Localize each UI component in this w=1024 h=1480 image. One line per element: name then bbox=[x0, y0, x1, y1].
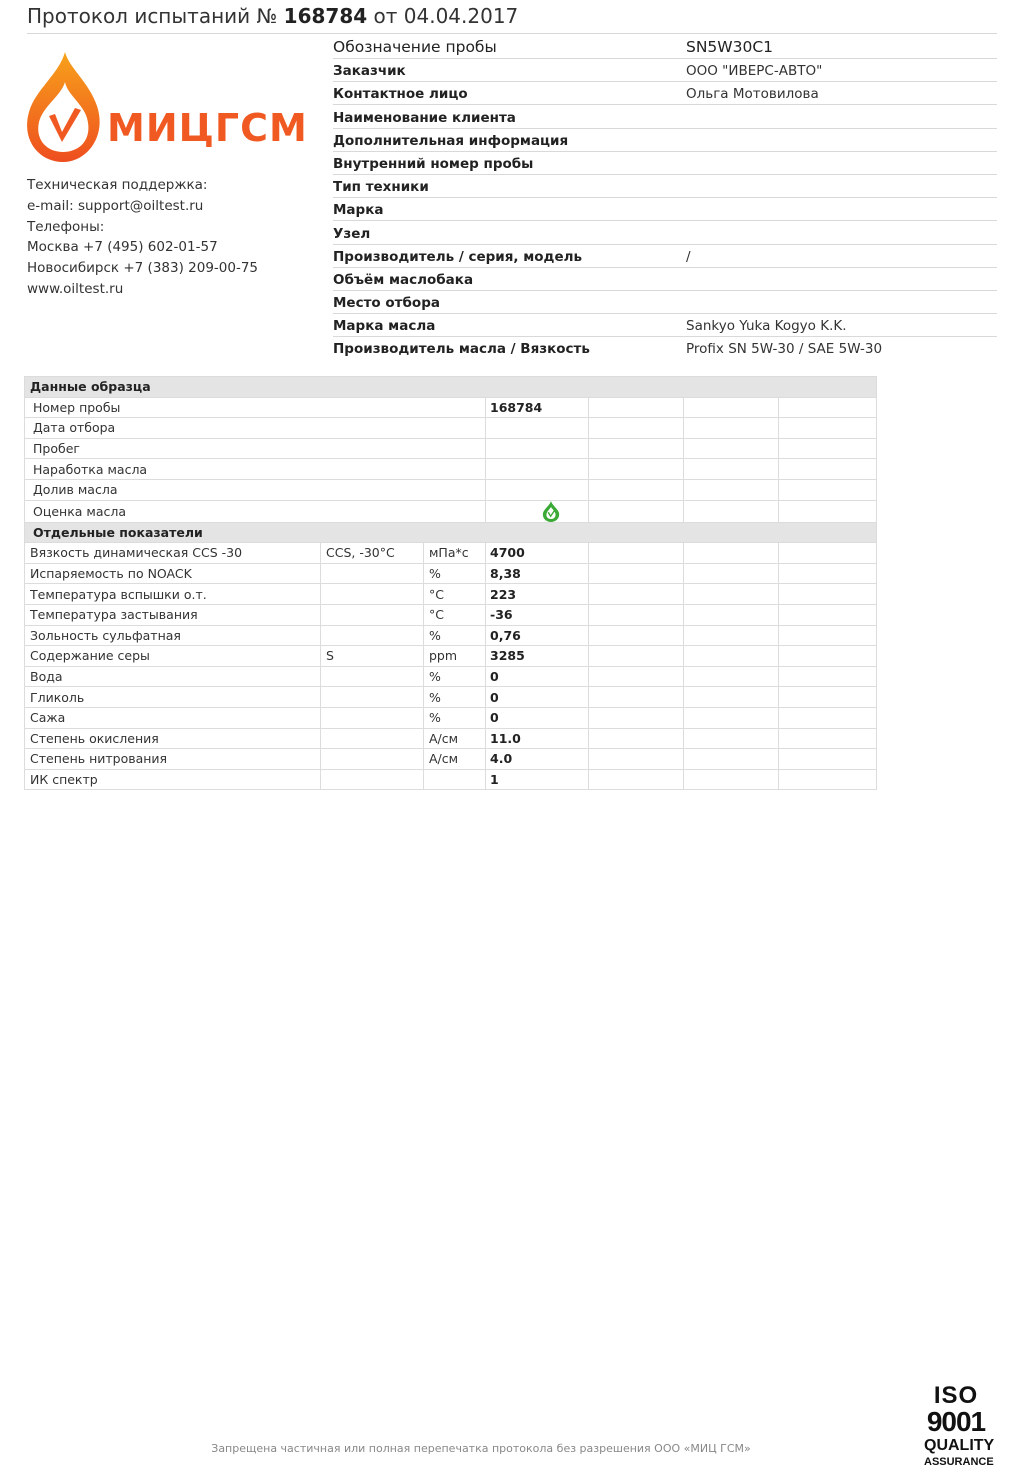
website-link[interactable]: www.oiltest.ru bbox=[27, 280, 124, 297]
empty-cell bbox=[684, 769, 779, 790]
oil-rating-cell bbox=[486, 500, 589, 522]
indicator-name: ИК спектр bbox=[25, 769, 321, 790]
empty-cell bbox=[589, 625, 684, 646]
empty-cell bbox=[684, 749, 779, 770]
indicator-unit: °C bbox=[424, 584, 486, 605]
empty-cell bbox=[779, 584, 877, 605]
table-row bbox=[25, 543, 877, 564]
support-heading: Техническая поддержка: bbox=[27, 177, 208, 193]
iso-line: 9001 bbox=[926, 1406, 986, 1437]
info-label: Объём маслобака bbox=[333, 271, 474, 288]
empty-cell bbox=[684, 728, 779, 749]
indicator-name: Вязкость динамическая CCS -30 bbox=[25, 543, 321, 564]
info-row bbox=[333, 245, 997, 268]
empty-cell bbox=[684, 479, 779, 500]
protocol-title bbox=[27, 4, 518, 28]
info-label: Наименование клиента bbox=[333, 109, 516, 126]
table-row bbox=[25, 418, 877, 439]
empty-cell bbox=[589, 584, 684, 605]
empty-cell bbox=[779, 707, 877, 728]
row-value bbox=[486, 479, 589, 500]
table-row bbox=[25, 604, 877, 625]
phone-novosibirsk: Новосибирск +7 (383) 209-00-75 bbox=[27, 260, 259, 277]
empty-cell bbox=[684, 584, 779, 605]
info-row bbox=[333, 291, 997, 314]
info-value: Ольга Мотовилова bbox=[686, 86, 819, 103]
indicator-method bbox=[321, 728, 424, 749]
empty-cell bbox=[684, 666, 779, 687]
info-label: Заказчик bbox=[333, 63, 406, 80]
indicator-name: Сажа bbox=[25, 707, 321, 728]
empty-cell bbox=[589, 459, 684, 480]
info-row bbox=[333, 175, 997, 198]
empty-cell bbox=[589, 646, 684, 667]
indicator-unit: А/см bbox=[424, 728, 486, 749]
info-label: Производитель масла / Вязкость bbox=[333, 341, 590, 358]
empty-cell bbox=[589, 707, 684, 728]
empty-cell bbox=[589, 666, 684, 687]
info-row bbox=[333, 82, 997, 105]
section-header-sample-data bbox=[25, 377, 877, 398]
info-label: Обозначение пробы bbox=[333, 38, 497, 56]
empty-cell bbox=[779, 459, 877, 480]
copyright-notice: Запрещена частичная или полная перепечатка протокола без разрешения ООО «МИЦ ГСМ» bbox=[211, 1442, 751, 1455]
empty-cell bbox=[684, 707, 779, 728]
table-row bbox=[25, 769, 877, 790]
empty-cell bbox=[684, 438, 779, 459]
info-value: Profix SN 5W-30 / SAE 5W-30 bbox=[686, 341, 883, 358]
section-title: Отдельные показатели bbox=[25, 522, 877, 543]
info-row bbox=[333, 105, 997, 128]
info-value: Sankyo Yuka Kogyo K.K. bbox=[686, 318, 847, 335]
empty-cell bbox=[779, 646, 877, 667]
indicator-value: 223 bbox=[486, 584, 589, 605]
indicator-value: 8,38 bbox=[486, 563, 589, 584]
indicator-name: Вода bbox=[25, 666, 321, 687]
indicator-value: 1 bbox=[486, 769, 589, 790]
row-value bbox=[486, 438, 589, 459]
info-label: Место отбора bbox=[333, 295, 440, 312]
empty-cell bbox=[779, 543, 877, 564]
empty-cell bbox=[589, 500, 684, 522]
indicator-method bbox=[321, 625, 424, 646]
indicator-name: Испаряемость по NOACK bbox=[25, 563, 321, 584]
row-value bbox=[486, 459, 589, 480]
section-header-indicators bbox=[25, 522, 877, 543]
empty-cell bbox=[779, 563, 877, 584]
sample-designation-row bbox=[333, 35, 997, 59]
table-row bbox=[25, 749, 877, 770]
row-label: Оценка масла bbox=[25, 500, 486, 522]
info-label: Тип техники bbox=[333, 179, 429, 196]
empty-cell bbox=[589, 563, 684, 584]
empty-cell bbox=[684, 459, 779, 480]
table-row bbox=[25, 625, 877, 646]
empty-cell bbox=[589, 728, 684, 749]
table-row bbox=[25, 438, 877, 459]
row-label: Номер пробы bbox=[25, 397, 486, 418]
info-label: Контактное лицо bbox=[333, 86, 468, 103]
indicator-value: 4.0 bbox=[486, 749, 589, 770]
empty-cell bbox=[589, 687, 684, 708]
iso-9001-badge bbox=[924, 1382, 995, 1469]
flame-drop-icon bbox=[25, 52, 105, 164]
indicator-unit bbox=[424, 769, 486, 790]
empty-cell bbox=[684, 604, 779, 625]
info-label: Дополнительная информация bbox=[333, 132, 569, 149]
empty-cell bbox=[779, 687, 877, 708]
indicator-value: 4700 bbox=[486, 543, 589, 564]
table-row bbox=[25, 563, 877, 584]
indicator-value: 0 bbox=[486, 707, 589, 728]
empty-cell bbox=[589, 418, 684, 439]
indicator-method bbox=[321, 707, 424, 728]
table-row bbox=[25, 646, 877, 667]
iso-line: QUALITY bbox=[924, 1437, 995, 1454]
empty-cell bbox=[779, 604, 877, 625]
indicator-name: Степень нитрования bbox=[25, 749, 321, 770]
info-row bbox=[333, 59, 997, 82]
logo-text: МИЦГСМ bbox=[107, 106, 308, 150]
empty-cell bbox=[684, 397, 779, 418]
info-row bbox=[333, 337, 997, 359]
row-value: 168784 bbox=[486, 397, 589, 418]
empty-cell bbox=[779, 418, 877, 439]
empty-cell bbox=[589, 749, 684, 770]
indicator-method bbox=[321, 687, 424, 708]
indicator-unit: °C bbox=[424, 604, 486, 625]
indicator-unit: мПа*с bbox=[424, 543, 486, 564]
sample-info bbox=[333, 35, 997, 359]
company-logo bbox=[25, 52, 308, 164]
indicator-method bbox=[321, 563, 424, 584]
iso-line: ASSURANCE bbox=[924, 1456, 994, 1468]
empty-cell bbox=[589, 479, 684, 500]
support-email[interactable]: e-mail: support@oiltest.ru bbox=[27, 197, 204, 214]
empty-cell bbox=[589, 438, 684, 459]
indicator-unit: % bbox=[424, 687, 486, 708]
iso-line: ISO bbox=[933, 1382, 979, 1409]
empty-cell bbox=[684, 646, 779, 667]
indicator-name: Температура застывания bbox=[25, 604, 321, 625]
row-label: Пробег bbox=[25, 438, 486, 459]
indicator-unit: % bbox=[424, 666, 486, 687]
indicator-method bbox=[321, 769, 424, 790]
green-drop-check-icon bbox=[542, 501, 560, 522]
indicator-method bbox=[321, 666, 424, 687]
empty-cell bbox=[779, 397, 877, 418]
empty-cell bbox=[779, 666, 877, 687]
indicator-unit: А/см bbox=[424, 749, 486, 770]
info-row bbox=[333, 221, 997, 244]
info-row bbox=[333, 268, 997, 291]
info-row bbox=[333, 129, 997, 152]
empty-cell bbox=[779, 438, 877, 459]
empty-cell bbox=[779, 728, 877, 749]
info-row bbox=[333, 314, 997, 337]
empty-cell bbox=[684, 418, 779, 439]
info-row bbox=[333, 198, 997, 221]
info-label: Внутренний номер пробы bbox=[333, 155, 534, 172]
indicator-name: Зольность сульфатная bbox=[25, 625, 321, 646]
empty-cell bbox=[779, 625, 877, 646]
empty-cell bbox=[779, 749, 877, 770]
info-label: Марка bbox=[333, 202, 384, 219]
indicator-method bbox=[321, 584, 424, 605]
empty-cell bbox=[589, 397, 684, 418]
indicator-value: 0 bbox=[486, 687, 589, 708]
indicator-value: -36 bbox=[486, 604, 589, 625]
empty-cell bbox=[684, 500, 779, 522]
info-label: Марка масла bbox=[333, 318, 436, 335]
indicator-value: 0,76 bbox=[486, 625, 589, 646]
indicator-value: 0 bbox=[486, 666, 589, 687]
results-table bbox=[24, 376, 877, 790]
row-value bbox=[486, 418, 589, 439]
row-label: Дата отбора bbox=[25, 418, 486, 439]
row-label: Наработка масла bbox=[25, 459, 486, 480]
empty-cell bbox=[684, 687, 779, 708]
empty-cell bbox=[684, 543, 779, 564]
empty-cell bbox=[779, 500, 877, 522]
empty-cell bbox=[684, 563, 779, 584]
phone-moscow: Москва +7 (495) 602-01-57 bbox=[27, 239, 218, 256]
protocol-number: 168784 bbox=[283, 4, 368, 28]
empty-cell bbox=[589, 543, 684, 564]
empty-cell bbox=[779, 479, 877, 500]
empty-cell bbox=[589, 769, 684, 790]
title-prefix: Протокол испытаний № bbox=[27, 4, 284, 28]
title-divider bbox=[27, 33, 997, 34]
section-title: Данные образца bbox=[25, 377, 877, 398]
indicator-value: 11.0 bbox=[486, 728, 589, 749]
indicator-method: S bbox=[321, 646, 424, 667]
title-suffix: от 04.04.2017 bbox=[367, 4, 519, 28]
row-label: Долив масла bbox=[25, 479, 486, 500]
info-value: ООО "ИВЕРС-АВТО" bbox=[686, 63, 823, 80]
table-row bbox=[25, 397, 877, 418]
table-row bbox=[25, 687, 877, 708]
indicator-value: 3285 bbox=[486, 646, 589, 667]
indicator-name: Температура вспышки о.т. bbox=[25, 584, 321, 605]
info-value: SN5W30C1 bbox=[686, 38, 774, 56]
empty-cell bbox=[589, 604, 684, 625]
phones-heading: Телефоны: bbox=[27, 218, 105, 235]
empty-cell bbox=[779, 769, 877, 790]
contacts-block bbox=[27, 175, 258, 300]
indicator-method: CCS, -30°C bbox=[321, 543, 424, 564]
table-row bbox=[25, 707, 877, 728]
indicator-name: Содержание серы bbox=[25, 646, 321, 667]
table-row bbox=[25, 584, 877, 605]
table-row bbox=[25, 666, 877, 687]
empty-cell bbox=[684, 625, 779, 646]
indicator-unit: ppm bbox=[424, 646, 486, 667]
info-value: / bbox=[686, 248, 691, 265]
info-label: Узел bbox=[333, 225, 371, 242]
indicator-unit: % bbox=[424, 707, 486, 728]
info-row bbox=[333, 152, 997, 175]
indicator-method bbox=[321, 604, 424, 625]
table-row bbox=[25, 728, 877, 749]
indicator-unit: % bbox=[424, 625, 486, 646]
indicator-unit: % bbox=[424, 563, 486, 584]
table-row bbox=[25, 500, 877, 522]
indicator-method bbox=[321, 749, 424, 770]
indicator-name: Степень окисления bbox=[25, 728, 321, 749]
table-row bbox=[25, 459, 877, 480]
info-label: Производитель / серия, модель bbox=[333, 248, 583, 265]
indicator-name: Гликоль bbox=[25, 687, 321, 708]
table-row bbox=[25, 479, 877, 500]
